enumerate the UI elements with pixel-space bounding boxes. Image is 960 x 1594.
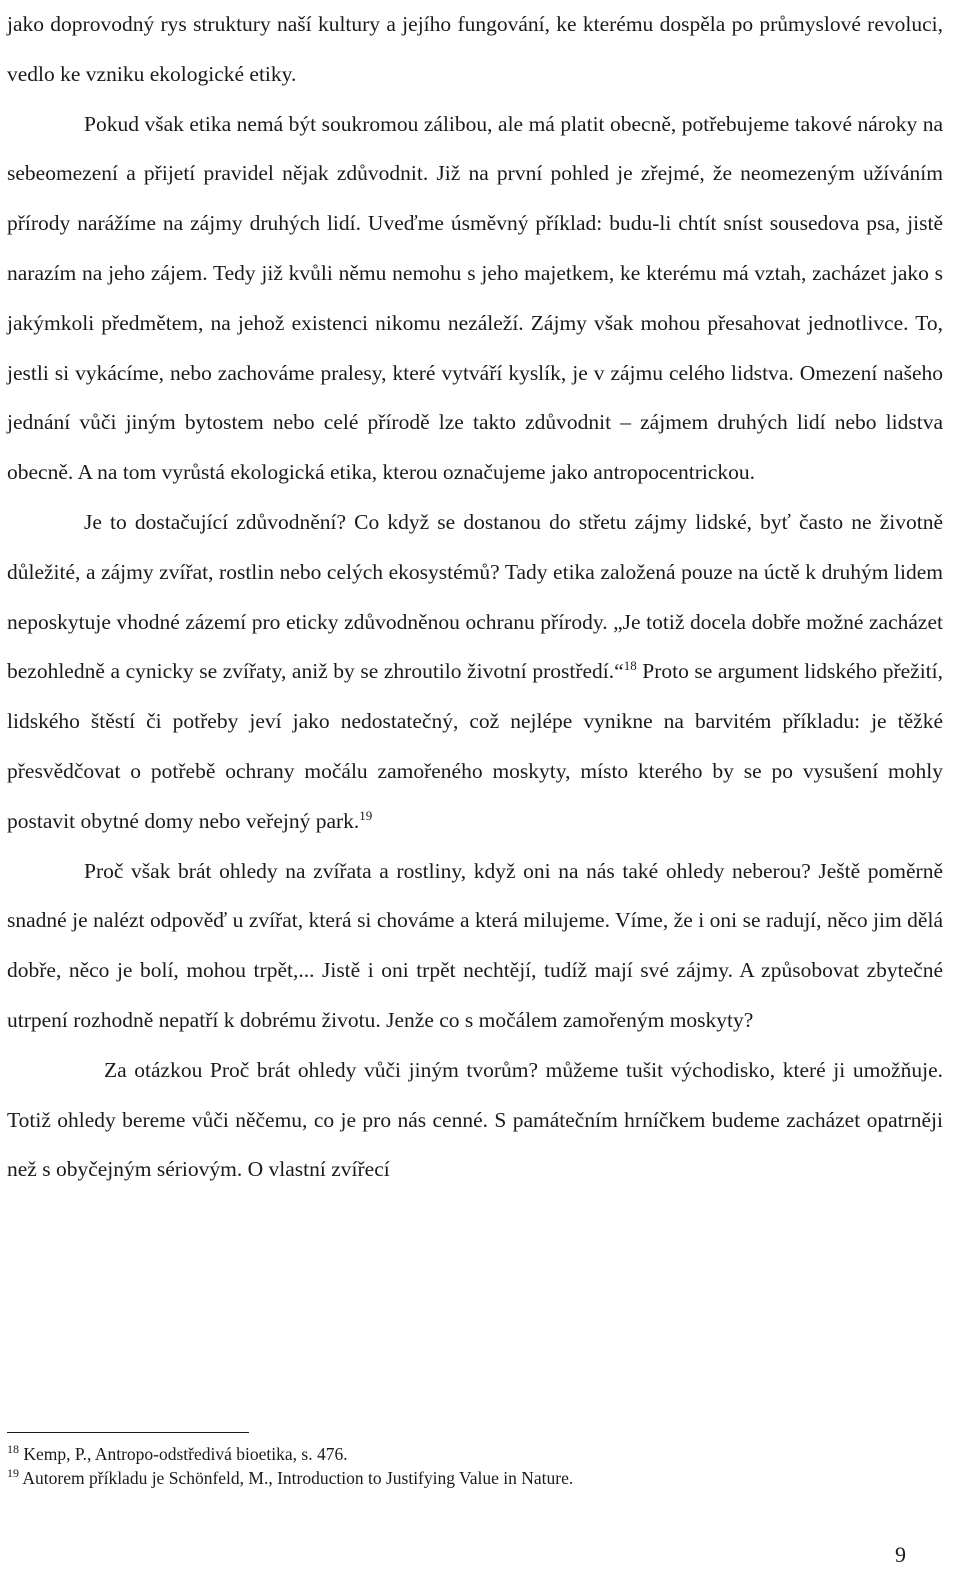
paragraph: Pokud však etika nemá být soukromou zálibou, ale má platit obecně, potřebujeme takové nároky na sebeomezení a přijetí pravidel nějak zdůvodnit. Již na první pohled je zřejmé, že neomezeným užíváním přírody narážíme na zájmy druhých lidí. Uveďme úsměvný příklad: budu-li chtít sníst sousedova psa, jistě narazím na jeho zájem. Tedy již kvůli němu nemohu s jeho majetkem, ke kterému má vztah, zacházet jako s jakýmkoli předmětem, na jehož existenci nikomu nezáleží. Zájmy však mohou přesahovat jednotlivce. To, jestli si vykácíme, nebo zachováme pralesy, které vytváří kyslík, je v zájmu celého lidstva. Omezení našeho jednání vůči jiným bytostem nebo celé přírodě lze takto zdůvodnit – zájmem druhých lidí nebo lidstva obecně. A na tom vyrůstá ekologická etika, kterou označujeme jako antropocentrickou. xyxy=(7,111,943,485)
footnote-reference[interactable]: 18 xyxy=(623,658,637,674)
footnote-number: 18 xyxy=(7,1442,19,1457)
document-page xyxy=(7,0,943,1195)
footnote xyxy=(7,1466,943,1490)
paragraph: Za otázkou Proč brát ohledy vůči jiným tvorům? můžeme tušit východisko, které ji umožňuje. Totiž ohledy bereme vůči něčemu, co je pro nás cenné. S památečním hrníčkem budeme zacházet opatrněji než s obyčejným sériovým. O vlastní zvířecí xyxy=(7,1057,943,1182)
footnote-number: 19 xyxy=(7,1466,19,1481)
paragraph: Proč však brát ohledy na zvířata a rostliny, když oni na nás také ohledy neberou? Ještě poměrně snadné je nalézt odpověď u zvířat, která si chováme a která milujeme. Víme, že i oni se radují, něco jim dělá dobře, něco je bolí, mohou trpět,... Jistě i oni trpět nechtějí, tudíž mají své zájmy. A způsobovat zbytečné utrpení rozhodně nepatří k dobrému životu. Jenže co s močálem zamořeným moskyty? xyxy=(7,858,943,1032)
page-number: 9 xyxy=(895,1542,906,1567)
footnote-text: Autorem příkladu je Schönfeld, M., Introduction to Justifying Value in Nature. xyxy=(22,1468,574,1488)
footnote-reference[interactable]: 19 xyxy=(359,807,373,823)
footnote-divider xyxy=(7,1432,249,1433)
paragraph-text: Proto se argument lidského přežití, lidského štěstí či potřeby jeví jako nedostatečný, což nejlépe vynikne na barvitém příkladu: je těžké přesvědčovat o potřebě ochrany močálu zamořeného moskyty, místo kterého by se po vysušení mohly postavit obytné domy nebo veřejný park. xyxy=(7,659,943,833)
paragraph-text: Je to dostačující zdůvodnění? Co když se dostanou do střetu zájmy lidské, byť často ne životně důležité, a zájmy zvířat, rostlin nebo celých ekosystémů? Tady etika založená pouze na úctě k druhým lidem neposkytuje vhodné zázemí pro eticky zdůvodněnou ochranu přírody. „Je totiž docela dobře možné zacházet bezohledně a cynicky se zvířaty, aniž by se zhroutilo životní prostředí.“ xyxy=(7,509,943,684)
paragraph xyxy=(7,498,943,847)
footnote-text: Kemp, P., Antropo-odstředivá bioetika, s. 476. xyxy=(23,1444,348,1464)
paragraph-continuation: jako doprovodný rys struktury naší kultury a jejího fungování, ke kterému dospěla po průmyslové revoluci, vedlo ke vzniku ekologické etiky. xyxy=(7,12,943,86)
footnotes xyxy=(7,1442,943,1490)
footnote xyxy=(7,1442,943,1466)
